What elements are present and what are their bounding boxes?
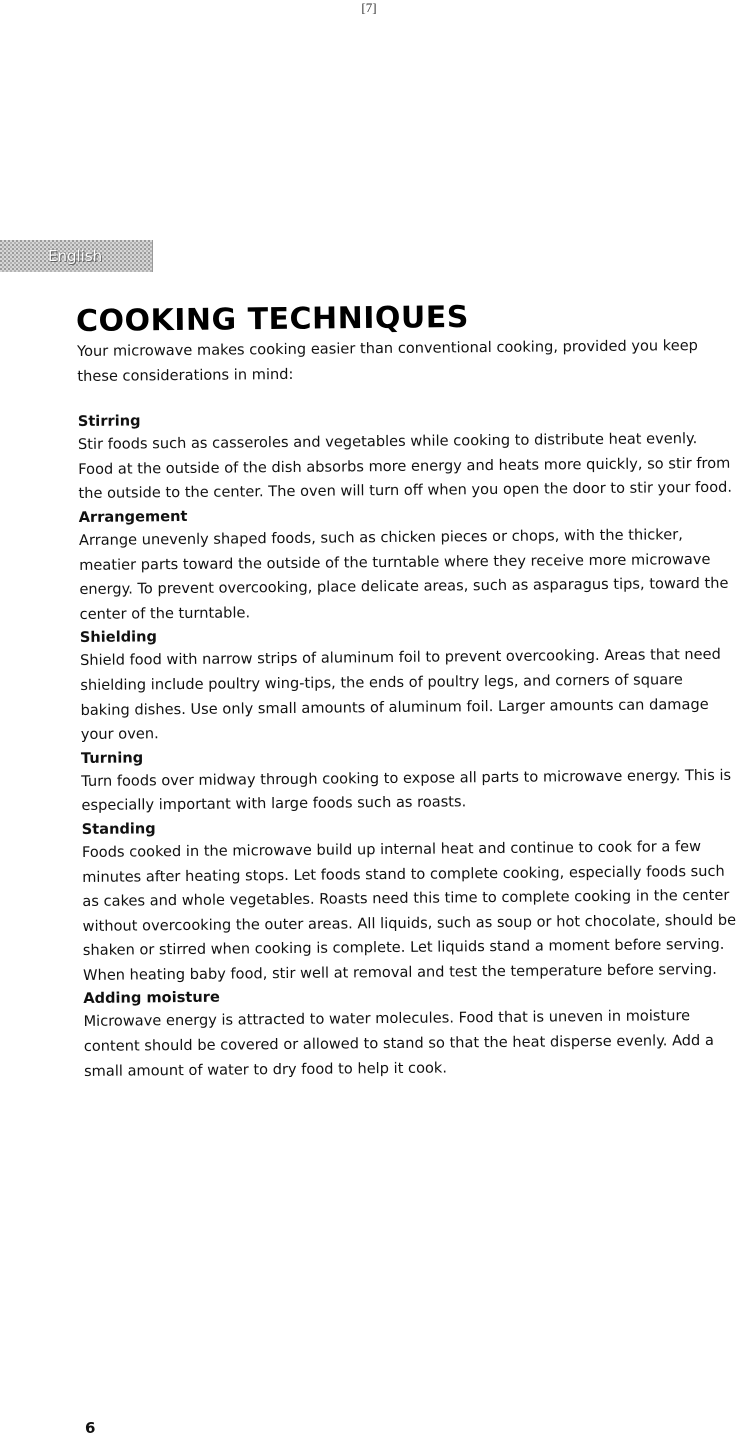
section-body: Turn foods over midway through cooking to expose all parts to microwave energy. This is especially important with large foods such as roasts.: [81, 766, 732, 815]
section-shielding: [80, 621, 736, 748]
main-content: [77, 334, 738, 1085]
section-heading: Stirring: [77, 412, 141, 431]
section-turning: [81, 741, 737, 818]
section-body: Microwave energy is attracted to water molecules. Food that is uneven in moisture content should be covered or allowed to stand so that the heat disperse evenly. Add a small amount of water to dry food to help it cook.: [83, 1007, 714, 1080]
scan-page-label: [7]: [361, 0, 377, 15]
section-heading: Arrangement: [78, 507, 188, 526]
section-standing: [82, 813, 738, 989]
section-arrangement: [79, 501, 735, 628]
section-heading: Standing: [81, 820, 156, 838]
section-body: Arrange unevenly shaped foods, such as chicken pieces or chops, with the thicker, meatier parts toward the outside of the turntable where they receive more microwave energy. To prevent overcooking, place delicate areas, such as asparagus tips, toward the center of the turntable.: [78, 526, 729, 623]
intro-paragraph: Your microwave makes cooking easier than conventional cooking, provided you keep these considerations in mind:: [77, 337, 698, 385]
page-title: COOKING TECHNIQUES: [75, 299, 470, 339]
section-stirring: [78, 405, 734, 507]
section-heading: Turning: [80, 749, 144, 767]
language-tab-label: English: [48, 247, 103, 265]
section-body: Foods cooked in the microwave build up internal heat and continue to cook for a few minutes after heating stops. Let foods stand to complete cooking, especially foods such as cakes and whole vegetables. Roasts need this time to complete cooking in the center without overcooking the outer areas. All liquids, such as soup or hot chocolate, should be shaken or stirred when cooking is complete. Let liquids stand a moment before serving. When heating baby food, stir well at removal and test the temperature before serving.: [81, 837, 737, 984]
language-tab: [0, 240, 153, 272]
section-body: Stir foods such as casseroles and vegetables while cooking to distribute heat evenly. Food at the outside of the dish absorbs more energy and heats more quickly, so stir from the outside to the center. The oven will turn off when you open the door to stir your food.: [77, 430, 733, 503]
section-body: Shield food with narrow strips of aluminum foil to prevent overcooking. Areas that need shielding include poultry wing-tips, the ends of poultry legs, and corners of square baking dishes. Use only small amounts of aluminum foil. Larger amounts can damage your oven.: [79, 646, 721, 744]
page-number: 6: [85, 1419, 96, 1437]
section-adding-moisture: [83, 982, 738, 1084]
section-heading: Shielding: [79, 628, 158, 647]
section-heading: Adding moisture: [83, 989, 220, 1008]
